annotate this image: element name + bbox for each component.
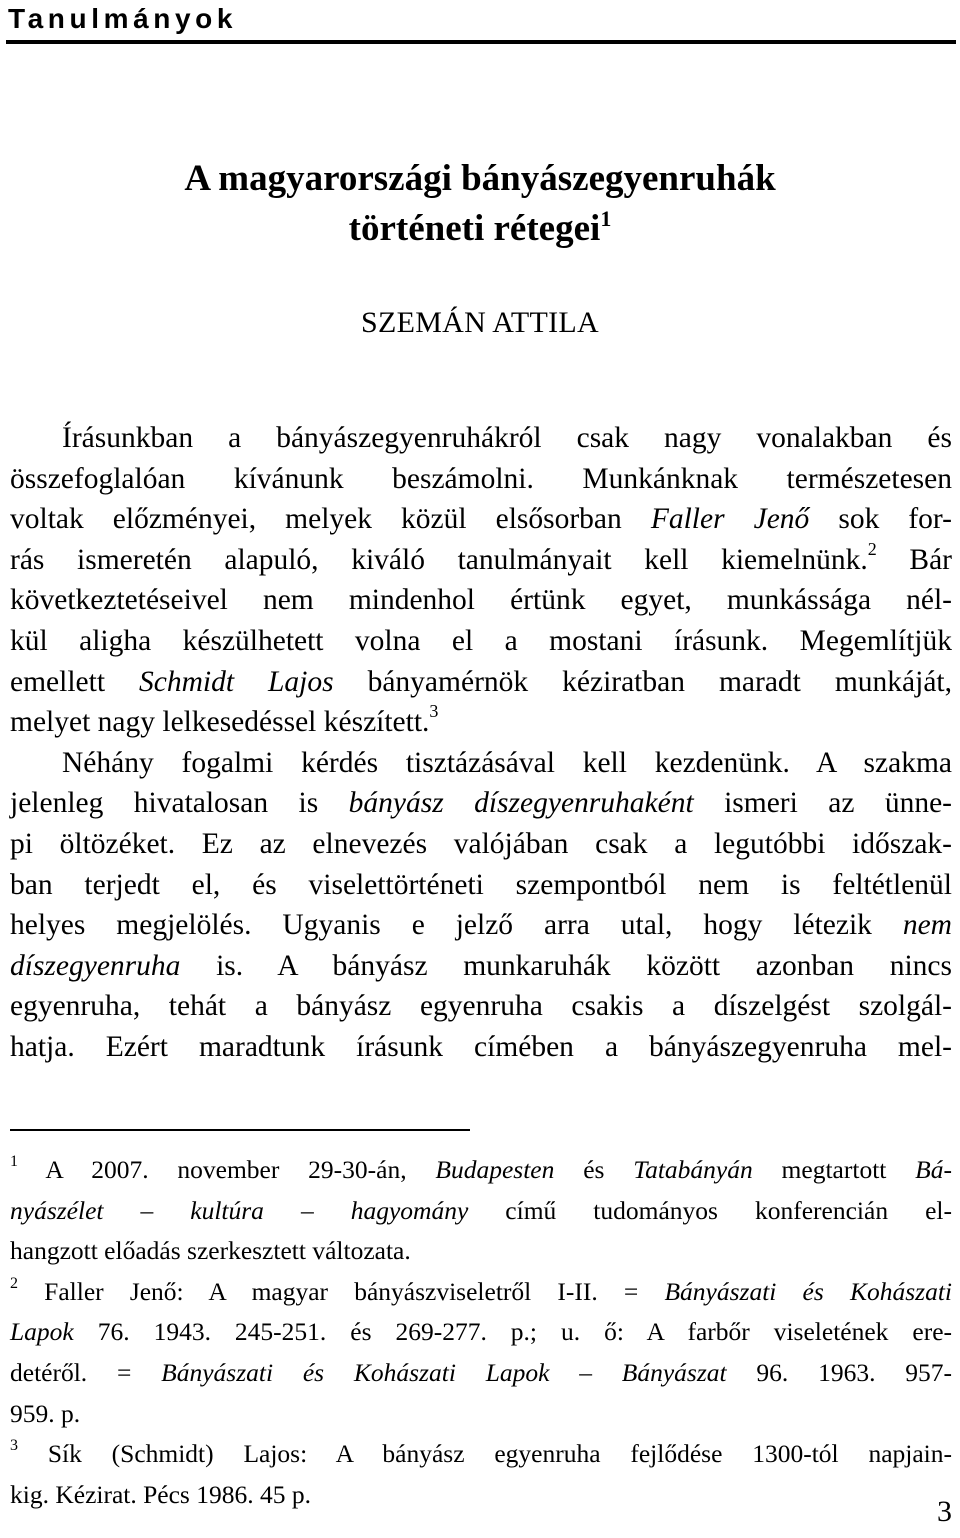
section-label: Tanulmányok — [8, 3, 238, 34]
footnote-separator — [10, 1129, 470, 1131]
footnote-text-run: 76. 1943. 245-251. és 269-277. p.; u. ő: A farbőr viseletének ere- — [73, 1317, 952, 1347]
emphasis: díszegyenruha — [10, 949, 181, 982]
footnote-2-line — [10, 1354, 952, 1395]
title-footnote-ref: 1 — [600, 206, 612, 231]
body-line — [10, 783, 952, 824]
footnote-2-line — [10, 1273, 952, 1314]
body-text-run: Bár — [876, 543, 953, 576]
article-title — [0, 154, 960, 254]
body-text — [10, 418, 952, 1068]
body-line: ban terjedt el, és viselettörténeti szempontból nem is feltétlenül — [10, 868, 952, 901]
body-line: pi öltözéket. Ez az elnevezés valójában csak a legutóbbi időszak- — [10, 827, 952, 860]
body-line — [10, 905, 952, 946]
footnotes — [10, 1151, 952, 1516]
journal-title: Lapok — [10, 1317, 74, 1347]
footnote-2-line: 959. p. — [10, 1398, 81, 1428]
body-line: következtetéseivel nem mindenhol értünk egyet, munkássága nél- — [10, 584, 952, 617]
footnote-ref-2: 2 — [867, 538, 877, 559]
body-line: Írásunkban a bányászegyenruhákról csak nagy vonalakban és — [62, 422, 952, 454]
footnote-3-line: kig. Kézirat. Pécs 1986. 45 p. — [10, 1479, 311, 1509]
journal-title: Bányászati és Kohászati Lapok – Bányászat — [161, 1357, 727, 1387]
body-line — [10, 662, 952, 703]
footnote-text-run: Sík (Schmidt) Lajos: A bányász egyenruha fejlődése 1300-tól napjain- — [18, 1439, 952, 1469]
emphasis: bányász díszegyenruhaként — [348, 787, 694, 820]
body-line: egyenruha, tehát a bányász egyenruha csakis a díszelgést szolgál- — [10, 990, 952, 1023]
body-line: kül aligha készülhetett volna el a mostani írásunk. Megemlítjük — [10, 624, 952, 657]
author-reference: Schmidt Lajos — [139, 665, 334, 698]
body-text-run: sok for- — [809, 503, 952, 536]
body-line — [10, 702, 952, 743]
footnote-text-run: A 2007. november 29-30-án, — [18, 1155, 436, 1184]
author-reference: Faller Jenő — [650, 503, 810, 536]
body-line: hatja. Ezért maradtunk írásunk címében a bányászegyenruha mel- — [10, 1030, 952, 1063]
title-line-2-text: történeti rétegei — [348, 208, 601, 249]
footnote-text-run: és — [554, 1155, 634, 1184]
footnote-text-run: detéről. = — [10, 1357, 162, 1387]
footnote-1-line: hangzott előadás szerkesztett változata. — [10, 1236, 411, 1266]
footnote-ref-3: 3 — [429, 701, 439, 722]
body-line — [10, 499, 952, 540]
footnote-3-line — [10, 1435, 952, 1476]
emphasis: nem — [902, 909, 952, 942]
body-line — [10, 540, 952, 581]
title-line-2 — [0, 204, 960, 254]
place-name: Budapesten — [435, 1155, 555, 1184]
title-line-1: A magyarországi bányászegyenruhák — [184, 158, 776, 199]
footnote-text-run: megtartott — [752, 1155, 916, 1184]
body-text-run: emellett — [10, 665, 139, 698]
body-line: Néhány fogalmi kérdés tisztázásával kell kezdenünk. A szakma — [62, 746, 952, 779]
footnote-2-line — [10, 1313, 952, 1354]
footnote-text-run: című tudományos konferencián el- — [468, 1195, 953, 1225]
footnote-text-run: Faller Jenő: A magyar bányászviseletről I-II. = — [18, 1276, 665, 1306]
body-text-run: rás ismeretén alapuló, kiváló tanulmányait kell kiemelnünk. — [10, 543, 868, 576]
footnote-1-line — [10, 1192, 952, 1233]
footnote-2-number: 2 — [10, 1274, 18, 1292]
conference-title: nyászélet – kultúra – hagyomány — [10, 1195, 469, 1225]
header-rule — [6, 40, 956, 44]
body-text-run: ismeri az ünne- — [693, 787, 953, 820]
footnote-text-run: 96. 1963. 957- — [726, 1357, 952, 1387]
body-line: összefoglalóan kívánunk beszámolni. Munkánknak természetesen — [10, 462, 952, 495]
body-text-run: voltak előzményei, melyek közül elsősorban — [10, 503, 651, 536]
author-name: SZEMÁN ATTILA — [360, 306, 600, 339]
body-text-run: jelenleg hivatalosan is — [10, 787, 349, 820]
place-name: Tatabányán — [633, 1155, 753, 1184]
journal-title: Bányászati és Kohászati — [664, 1276, 952, 1306]
footnote-3-number: 3 — [10, 1437, 18, 1455]
page-number: 3 — [937, 1495, 952, 1528]
body-text-run: bányamérnök kéziratban maradt munkáját, — [333, 665, 952, 698]
footnote-1-number: 1 — [10, 1153, 18, 1170]
body-text-run: is. A bányász munkaruhák között azonban nincs — [180, 949, 952, 982]
footnote-1-line — [10, 1151, 952, 1192]
conference-title: Bá- — [915, 1155, 952, 1184]
body-line — [10, 946, 952, 987]
body-text-run: helyes megjelölés. Ugyanis e jelző arra utal, hogy létezik — [10, 909, 903, 942]
body-text-run: melyet nagy lelkesedéssel készített. — [10, 706, 430, 739]
